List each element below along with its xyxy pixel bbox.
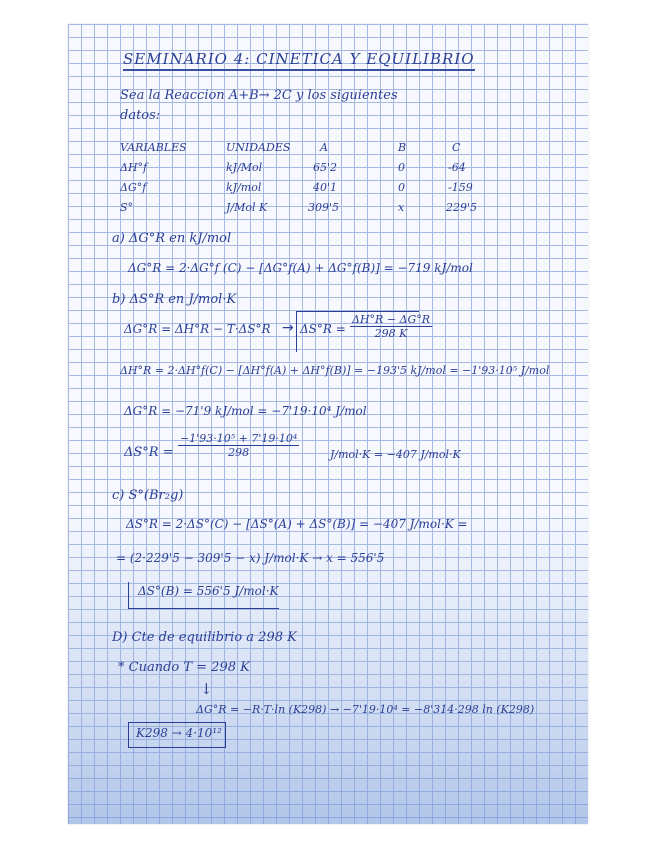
down-arrow-icon: ↓	[200, 680, 213, 698]
fraction-denominator: 298 K	[374, 327, 408, 340]
part-c-result: ΔS°(B) = 556'5 J/mol·K	[138, 584, 279, 598]
part-c-eq1: ΔS°R = 2·ΔS°(C) − [ΔS°(A) + ΔS°(B)] = −407 J/mol·K =	[126, 517, 468, 531]
table-cell: 229'5	[446, 201, 478, 214]
table-cell: ΔG°f	[120, 181, 147, 194]
table-header: B	[398, 141, 407, 154]
table-cell: 0	[398, 161, 405, 174]
table-header: VARIABLES	[120, 141, 187, 154]
intro-line-1: Sea la Reaccion A+B→ 2C y los siguientes	[120, 88, 398, 103]
fraction-numerator: −1'93·10⁵ + 7'19·10⁴	[180, 432, 298, 445]
part-b-eq1: ΔG°R = ΔH°R − T·ΔS°R	[124, 322, 271, 336]
fraction-denominator: 298	[228, 446, 250, 459]
table-cell: J/Mol K	[226, 201, 268, 214]
part-a-equation: ΔG°R = 2·ΔG°f (C) − [ΔG°f(A) + ΔG°f(B)] = −719 kJ/mol	[128, 261, 473, 275]
delta-s-label: ΔS°R =	[300, 322, 346, 336]
table-cell: kJ/Mol	[226, 161, 263, 174]
table-header: UNIDADES	[226, 141, 291, 154]
part-d-heading: D) Cte de equilibrio a 298 K	[112, 630, 297, 645]
table-cell: S°	[120, 201, 134, 214]
arrow-icon: →	[282, 320, 294, 336]
part-b-eq4-right: J/mol·K = −407 J/mol·K	[330, 448, 461, 461]
part-a-heading: a) ΔG°R en kJ/mol	[112, 231, 232, 246]
table-cell: 309'5	[308, 201, 340, 214]
table-cell: x	[398, 201, 405, 214]
table-cell: -64	[448, 161, 466, 174]
part-c-heading: c) S°(Br₂g)	[112, 488, 184, 503]
page-title: SEMINARIO 4: CINETICA Y EQUILIBRIO	[123, 50, 475, 71]
graph-paper-sheet	[68, 24, 588, 824]
part-b-heading: b) ΔS°R en J/mol·K	[112, 292, 237, 307]
table-cell: -159	[448, 181, 473, 194]
table-cell: kJ/mol	[226, 181, 262, 194]
part-b-eq3: ΔG°R = −71'9 kJ/mol = −7'19·10⁴ J/mol	[124, 404, 367, 418]
table-cell: 40'1	[313, 181, 338, 194]
table-cell: 65'2	[313, 161, 338, 174]
fraction-numerator: ΔH°R − ΔG°R	[352, 313, 431, 326]
part-d-equation: ΔG°R = −R·T·ln (K298) → −7'19·10⁴ = −8'314·298 ln (K298)	[196, 703, 535, 716]
table-header: A	[320, 141, 328, 154]
delta-s-calc-fraction	[178, 432, 299, 459]
table-header: C	[452, 141, 461, 154]
table-cell: 0	[398, 181, 405, 194]
part-b-eq2: ΔH°R = 2·ΔH°f(C) − [ΔH°f(A) + ΔH°f(B)] = −193'5 kJ/mol = −1'93·10⁵ J/mol	[120, 364, 550, 377]
part-b-eq4-left: ΔS°R =	[124, 445, 174, 460]
delta-s-fraction	[350, 313, 432, 340]
table-cell: ΔH°f	[120, 161, 148, 174]
part-d-result: K298 → 4·10¹²	[136, 726, 222, 740]
part-d-when: * Cuando T = 298 K	[118, 660, 250, 675]
part-c-eq2: = (2·229'5 − 309'5 − x) J/mol·K → x = 556'5	[116, 551, 385, 565]
intro-line-2: datos:	[120, 108, 161, 123]
